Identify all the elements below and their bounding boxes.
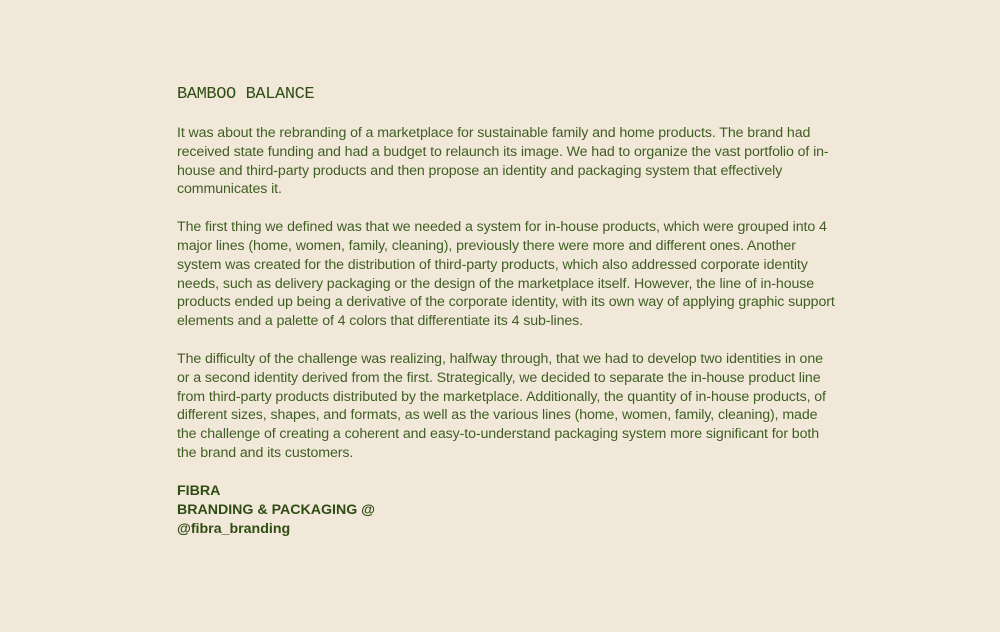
instagram-handle-link[interactable]: @fibra_branding	[177, 520, 291, 537]
credits-block	[177, 482, 837, 539]
challenge-paragraph: The difficulty of the challenge was realizing, halfway through, that we had to develop two identities in one or a second identity derived from the first. Strategically, we decided to separate the in-house product line from third-party products distributed by the marketplace. Additionally, the quantity of in-house products, of different sizes, shapes, and formats, as well as the various lines (home, women, family, cleaning), made the challenge of creating a coherent and easy-to-understand packaging system more significant for both the brand and its customers.	[177, 350, 826, 461]
studio-name: FIBRA	[177, 482, 221, 499]
project-title: BAMBOO BALANCE	[177, 85, 315, 104]
intro-paragraph: It was about the rebranding of a marketplace for sustainable family and home products. The brand had received state funding and had a budget to relaunch its image. We had to organize the vast portfolio of in-house and third-party products and then propose an identity and packaging system that effectively communicates it.	[177, 125, 829, 198]
service-link[interactable]: BRANDING & PACKAGING @	[177, 501, 376, 518]
system-paragraph: The first thing we defined was that we needed a system for in-house products, which were grouped into 4 major lines (home, women, family, cleaning), previously there were more and different ones. Another system was created for the distribution of third-party products, which also addressed corporate identity needs, such as delivery packaging or the design of the marketplace itself. However, the line of in-house products ended up being a derivative of the corporate identity, with its own way of applying graphic support elements and a palette of 4 colors that differentiate its 4 sub-lines.	[177, 219, 835, 330]
project-description	[177, 84, 837, 539]
